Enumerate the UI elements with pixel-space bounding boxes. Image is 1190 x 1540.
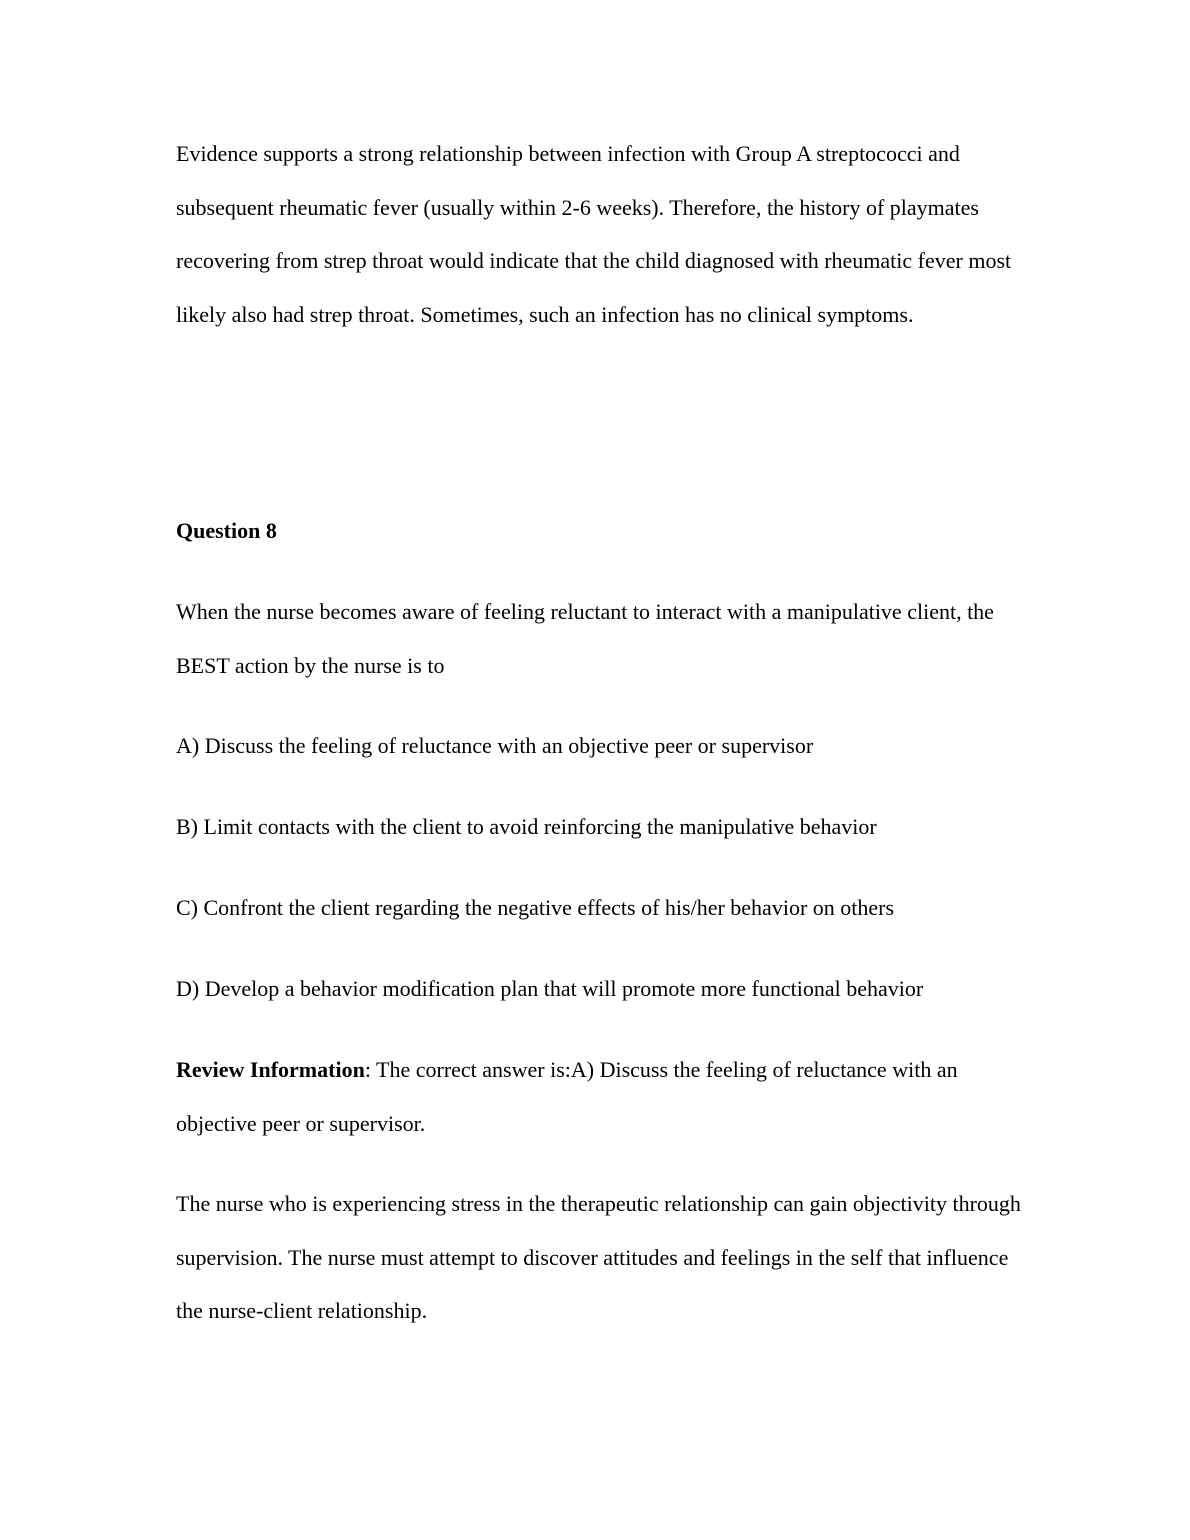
review-answer: : The correct answer is:A) Discuss the feeling of reluctance with an objective peer or supervisor. [176,1057,958,1136]
option-b: B) Limit contacts with the client to avoid reinforcing the manipulative behavior [176,814,877,839]
intro-explanation: Evidence supports a strong relationship between infection with Group A streptococci and subsequent rheumatic fever (usually within 2-6 weeks). Therefore, the history of playmates recovering from strep throat would indicate that the child diagnosed with rheumatic fever most likely also had strep throat. Sometimes, such an infection has no clinical symptoms. [176,141,1012,328]
question-prompt: When the nurse becomes aware of feeling reluctant to interact with a manipulative client, the BEST action by the nurse is to [176,599,994,678]
question-title: Question 8 [176,518,277,543]
review-information [176,1043,1036,1150]
option-a: A) Discuss the feeling of reluctance with an objective peer or supervisor [176,733,814,758]
option-c: C) Confront the client regarding the negative effects of his/her behavior on others [176,895,895,920]
review-label: Review Information [176,1057,365,1082]
option-d: D) Develop a behavior modification plan that will promote more functional behavior [176,976,924,1001]
rationale: The nurse who is experiencing stress in the therapeutic relationship can gain objectivity through supervision. The nurse must attempt to discover attitudes and feelings in the self that influence the nurse-client relationship. [176,1191,1021,1324]
